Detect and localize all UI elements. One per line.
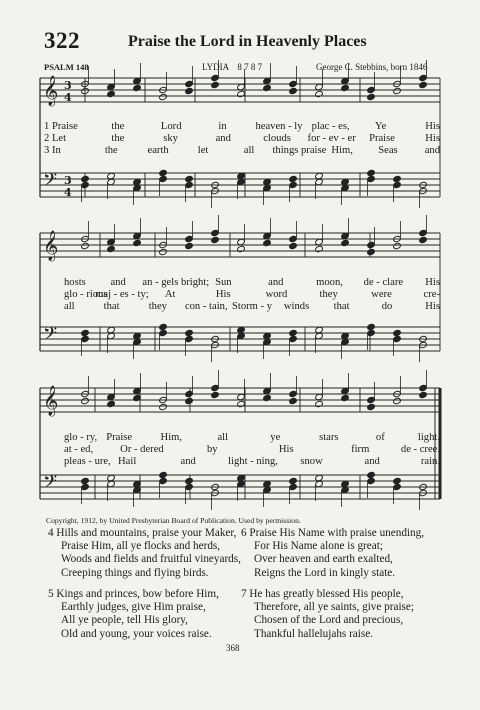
lyric-word: for - ev - er [307, 133, 356, 144]
note-head [81, 335, 90, 342]
lyric-word: Hail [118, 456, 137, 467]
note-head [159, 329, 168, 336]
lyric-word: glo - ry, [64, 432, 98, 443]
lyric-word: de - cree. [400, 444, 440, 455]
note-head [211, 229, 220, 236]
note-head [367, 477, 376, 484]
lyric-word: and [180, 456, 196, 467]
note-head [185, 242, 194, 249]
lyric-word: light - ning, [228, 456, 278, 467]
lyric-word: the [104, 145, 118, 156]
note-head [289, 329, 298, 336]
verse-6 [241, 527, 424, 580]
note-head [367, 329, 376, 336]
lyric-word: ye [270, 432, 281, 443]
note-head [393, 477, 402, 484]
note-head [185, 87, 194, 94]
composer-credit: George C. Stebbins, born 1846 [316, 62, 428, 72]
verse-4 [48, 527, 241, 580]
time-signature: 4 [64, 186, 72, 199]
note-head [159, 169, 168, 176]
note-head [159, 93, 168, 100]
verse-line: 5 Kings and princes, bow before Him, [48, 588, 219, 600]
note-head [211, 391, 220, 398]
note-head [393, 335, 402, 342]
note-head [185, 175, 194, 182]
lyric-word: Seas [378, 145, 398, 156]
lyric-word: the [111, 121, 125, 132]
lyric-word: 3 In [44, 145, 61, 156]
time-signature: 4 [64, 91, 72, 104]
lyric-word: were [371, 289, 392, 300]
lyric-word: that [103, 301, 120, 312]
verse-line: Old and young, your voices raise. [61, 627, 212, 640]
note-head [133, 84, 142, 91]
bass-clef-icon: 𝄢 [43, 324, 58, 349]
note-head [289, 242, 298, 249]
lyric-word: winds [283, 301, 310, 312]
note-head [367, 241, 376, 248]
verse-line: Chosen of the Lord and precious, [254, 614, 404, 627]
note-head [211, 81, 220, 88]
note-head [159, 403, 168, 410]
note-head [185, 390, 194, 397]
note-head [185, 335, 194, 342]
lyric-word: of [375, 432, 385, 443]
note-head [263, 84, 272, 91]
lyric-word: hosts [64, 277, 86, 288]
note-head [81, 483, 90, 490]
note-head [185, 80, 194, 87]
lyric-word: glo - rious [64, 289, 108, 300]
lyric-word: and [424, 145, 440, 156]
note-head [367, 396, 376, 403]
lyric-word: all [217, 432, 229, 443]
lyric-word: sky [163, 133, 178, 144]
note-head [289, 175, 298, 182]
lyric-word: Him, [160, 432, 183, 443]
note-head [159, 471, 168, 478]
time-signature: 3 [64, 174, 72, 187]
note-head [237, 90, 246, 97]
verse-line: Over heaven and earth exalted, [254, 553, 393, 566]
lyric-word: they [148, 301, 167, 312]
note-head [107, 400, 116, 407]
lyric-word: let [197, 145, 209, 156]
verse-line: Therefore, all ye saints, give praise; [254, 601, 414, 614]
treble-clef-icon: 𝄞 [43, 231, 59, 261]
note-head [211, 384, 220, 391]
note-head [107, 245, 116, 252]
note-head [393, 242, 402, 249]
note-head [211, 74, 220, 81]
lyric-word: an - gels bright; [142, 277, 210, 288]
note-head [289, 235, 298, 242]
note-head [367, 93, 376, 100]
lyric-word: Ye [374, 121, 387, 132]
note-head [289, 335, 298, 342]
note-head [289, 390, 298, 397]
verse-line: 4 Hills and mountains, praise your Maker, [48, 527, 237, 539]
verse-7 [241, 588, 414, 641]
lyric-word: cre- [423, 289, 440, 300]
note-head [393, 397, 402, 404]
lyric-word: Praise [369, 133, 395, 144]
note-head [341, 84, 350, 91]
lyric-word: earth [147, 145, 169, 156]
note-head [237, 245, 246, 252]
verse-line: Praise Him, all ye flocks and herds, [61, 540, 221, 553]
note-head [185, 181, 194, 188]
note-head [263, 394, 272, 401]
note-head [185, 483, 194, 490]
lyric-word: His [215, 289, 231, 300]
verse-line: 7 He has greatly blessed His people, [241, 588, 404, 600]
note-head [81, 242, 90, 249]
verse-line: Woods and fields and fruitful vineyards, [61, 553, 241, 566]
note-head [133, 239, 142, 246]
verse-line: Thankful hallelujahs raise. [254, 627, 373, 640]
note-head [393, 175, 402, 182]
lyric-word: His [425, 301, 440, 312]
bass-clef-icon: 𝄢 [43, 472, 58, 497]
note-head [419, 74, 428, 81]
note-head [315, 400, 324, 407]
lyric-word: firm [351, 444, 370, 455]
hymn-number: 322 [44, 28, 80, 53]
lyric-word: At [164, 289, 176, 300]
note-head [81, 329, 90, 336]
treble-clef-icon: 𝄞 [43, 386, 59, 416]
note-head [367, 471, 376, 478]
note-head [185, 235, 194, 242]
lyric-word: con - tain, [184, 301, 228, 312]
lyric-word: the [111, 133, 125, 144]
verse-line: Creeping things and flying birds. [61, 566, 209, 579]
tune-name: LYDIA [202, 62, 230, 72]
lyric-word: things praise [272, 145, 327, 156]
lyric-word: Or - dered [120, 444, 164, 455]
lyric-word: in [218, 121, 227, 132]
note-head [419, 229, 428, 236]
lyric-word: moon, [316, 277, 343, 288]
verse-line: Reigns the Lord in kingly state. [254, 566, 396, 579]
note-head [393, 181, 402, 188]
lyric-word: Praise [106, 432, 133, 443]
psalm-reference: PSALM 148 [44, 62, 89, 72]
note-head [289, 80, 298, 87]
lyric-word: His [425, 121, 440, 132]
lyric-word: His [425, 277, 440, 288]
verse-line: 6 Praise His Name with praise unending, [241, 527, 425, 539]
lyric-word: Sun [215, 277, 232, 288]
lyric-word: light. [417, 432, 440, 443]
note-head [159, 477, 168, 484]
note-head [367, 169, 376, 176]
note-head [289, 483, 298, 490]
page-number: 368 [226, 643, 240, 653]
note-head [289, 477, 298, 484]
lyric-word: maj - es - ty; [95, 289, 149, 300]
note-head [159, 248, 168, 255]
lyric-word: Storm - y [231, 301, 273, 312]
note-head [419, 236, 428, 243]
verse-5 [48, 588, 219, 641]
lyric-word: Him, [331, 145, 353, 156]
lyric-word: and [110, 277, 126, 288]
note-head [315, 90, 324, 97]
lyric-word: plac - es, [311, 121, 350, 132]
note-head [393, 87, 402, 94]
time-signature: 3 [64, 79, 72, 92]
note-head [211, 236, 220, 243]
lyric-word: they [319, 289, 338, 300]
note-head [419, 81, 428, 88]
note-head [367, 323, 376, 330]
lyric-word: clouds [263, 133, 291, 144]
note-head [107, 90, 116, 97]
note-head [81, 477, 90, 484]
note-head [367, 403, 376, 410]
lyric-word: heaven - ly [255, 121, 303, 132]
note-head [315, 245, 324, 252]
lyric-word: word [265, 289, 288, 300]
treble-clef-icon: 𝄞 [43, 76, 59, 106]
meter: 8 7 8 7 [237, 62, 263, 72]
note-head [185, 329, 194, 336]
verse-line: For His Name alone is great; [254, 540, 383, 553]
lyric-word: by [206, 444, 218, 455]
note-head [289, 181, 298, 188]
lyric-word: Lord [160, 121, 182, 132]
note-head [393, 483, 402, 490]
lyric-word: His [278, 444, 294, 455]
note-head [185, 397, 194, 404]
lyric-word: His [425, 133, 440, 144]
lyric-word: and [364, 456, 380, 467]
lyric-word: and [268, 277, 284, 288]
lyric-word: de - clare [363, 277, 404, 288]
note-head [341, 394, 350, 401]
note-head [367, 86, 376, 93]
lyric-word: 2 Let [44, 133, 67, 144]
note-head [81, 175, 90, 182]
lyric-word: and [215, 133, 231, 144]
note-head [289, 87, 298, 94]
note-head [419, 391, 428, 398]
note-head [367, 175, 376, 182]
lyric-word: snow [300, 456, 323, 467]
copyright-notice: Copyright, 1912, by United Presbyterian Board of Publication. Used by permission. [46, 516, 301, 525]
lyric-word: rain. [420, 456, 440, 467]
note-head [159, 175, 168, 182]
note-head [393, 329, 402, 336]
note-head [263, 239, 272, 246]
lyric-word: all [64, 301, 75, 312]
verse-line: All ye people, tell His glory, [61, 614, 188, 627]
note-head [367, 248, 376, 255]
note-head [81, 397, 90, 404]
lyric-word: all [243, 145, 255, 156]
note-head [185, 477, 194, 484]
hymn-title: Praise the Lord in Heavenly Places [128, 33, 367, 50]
note-head [237, 400, 246, 407]
lyric-word: at - ed, [64, 444, 94, 455]
bass-clef-icon: 𝄢 [43, 170, 58, 195]
note-head [159, 323, 168, 330]
verse-line: Earthly judges, give Him praise, [61, 601, 206, 614]
lyric-word: stars [319, 432, 339, 443]
lyric-word: pleas - ure, [64, 456, 111, 467]
note-head [289, 397, 298, 404]
lyric-word: do [381, 301, 393, 312]
lyric-word: 1 Praise [44, 121, 78, 132]
note-head [341, 239, 350, 246]
lyric-word: that [333, 301, 350, 312]
note-head [419, 384, 428, 391]
note-head [81, 181, 90, 188]
